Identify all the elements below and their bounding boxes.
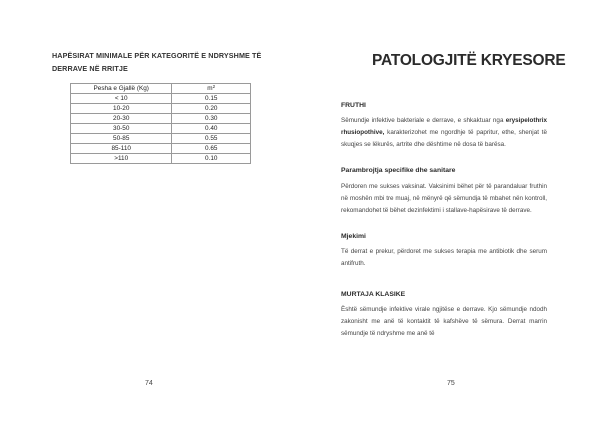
weight-cell: 10-20: [71, 104, 172, 114]
space-requirements-table: [70, 83, 251, 164]
area-cell: 0.10: [172, 154, 251, 164]
paragraph-text: Sëmundje infektive bakteriale e derrave, e shkaktuar nga: [341, 117, 506, 124]
paragraph: Është sëmundje infektive virale ngjitëse e derrave. Kjo sëmundje ndodh zakonisht me anë të kontaktit të kafshëve të sëmura. Derrat marrin sëmundje të ndryshme me anë të: [341, 306, 547, 337]
area-cell: 0.65: [172, 144, 251, 154]
table-row: [71, 114, 251, 124]
page-number-left: 74: [145, 380, 153, 387]
pathogen-name: erysipelothrix rhusiopothive,: [341, 117, 547, 136]
weight-cell: 20-30: [71, 114, 172, 124]
area-cell: 0.30: [172, 114, 251, 124]
weight-cell: >110: [71, 154, 172, 164]
section-heading-fruthi: FRUTHI: [341, 102, 366, 109]
header-weight: Pesha e Gjallë (Kg): [71, 84, 172, 94]
treatment-subsection: [341, 233, 547, 240]
weight-cell: 30-50: [71, 124, 172, 134]
header-area-unit: m: [207, 85, 213, 92]
weight-cell: 85-110: [71, 144, 172, 154]
prevention-subsection: [341, 167, 547, 174]
subheading-prevention: Parambrojtja specifike dhe sanitare: [341, 167, 456, 174]
header-area: [172, 84, 251, 94]
prevention-text: [341, 181, 547, 217]
fruthi-description: [341, 115, 547, 151]
table-row: [71, 134, 251, 144]
table-row: [71, 104, 251, 114]
table-row: [71, 124, 251, 134]
paragraph-text: karakterizohet me ngordhje të papritur, ethe, shenjat të skuqjes se lëkurës, artrite dhe dështime në dosa të barësa.: [341, 129, 547, 148]
treatment-text: [341, 246, 547, 270]
table-row: [71, 94, 251, 104]
weight-cell: < 10: [71, 94, 172, 104]
subheading-treatment: Mjekimi: [341, 233, 366, 240]
area-cell: 0.15: [172, 94, 251, 104]
section-heading-murtaja: MURTAJA KLASIKE: [341, 291, 406, 298]
right-page: [300, 0, 600, 425]
table-row: [71, 154, 251, 164]
page-title: PATOLOGJITË KRYESORE: [372, 52, 566, 69]
table-header-row: [71, 84, 251, 94]
paragraph: Përdoren me sukses vaksinat. Vaksinimi bëhet për të parandaluar fruthin në moshën mbi tre muaj, në mënyrë që sëmundja të mbahet nën kontroll, rekomandohet të bëhet dezinfektimi i stallave-hapësirave të derrave.: [341, 183, 547, 214]
table-row: [71, 144, 251, 154]
header-area-exponent: 2: [212, 84, 216, 89]
area-cell: 0.20: [172, 104, 251, 114]
paragraph: [341, 115, 547, 151]
murtaja-text: [341, 304, 547, 340]
area-cell: 0.55: [172, 134, 251, 144]
area-cell: 0.40: [172, 124, 251, 134]
page-number-right: 75: [447, 380, 455, 387]
section-fruthi: [341, 102, 547, 109]
section-murtaja: [341, 291, 547, 298]
table-heading: HAPËSIRAT MINIMALE PËR KATEGORITË E NDRYSHME TË DERRAVE NË RRITJE: [52, 51, 262, 73]
weight-cell: 50-85: [71, 134, 172, 144]
paragraph: Të derrat e prekur, përdoret me sukses terapia me antibiotik dhe serum antifruth.: [341, 248, 547, 267]
